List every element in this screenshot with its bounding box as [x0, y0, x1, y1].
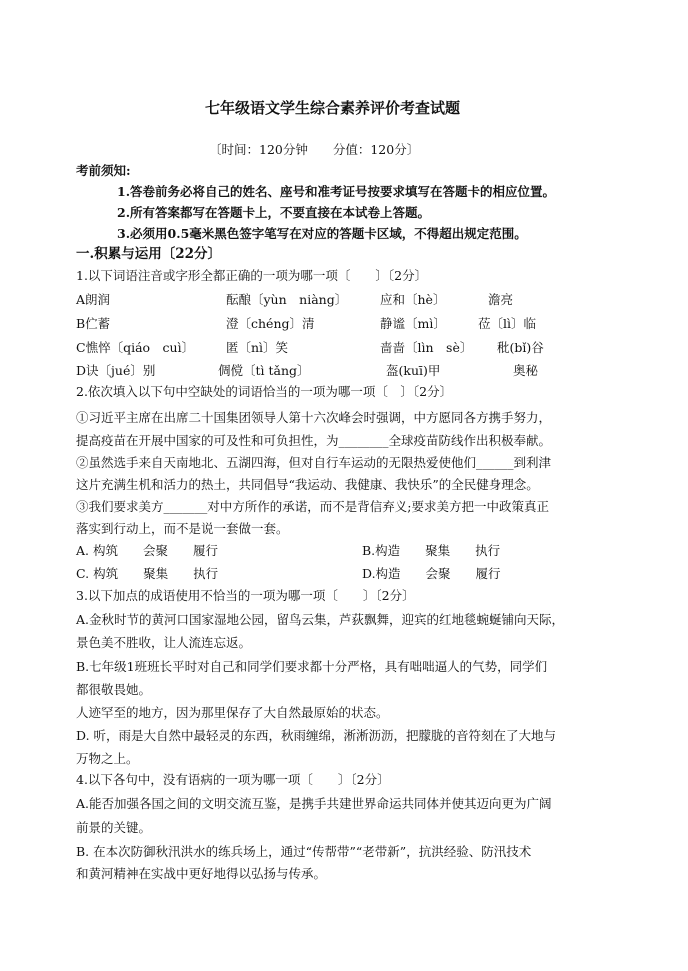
q1-option-cell: B伫蓄 [76, 316, 111, 331]
question-text: 景色美不胜收，让人流连忘返。 [76, 635, 252, 650]
q1-option-cell: C憔悴〔qiáo cuì〕 [76, 340, 195, 355]
q1-option-cell: 莅〔lì〕临 [478, 316, 536, 331]
q2-option: D.构造 会聚 履行 [362, 566, 501, 581]
question-stem: 3.以下加点的成语使用不恰当的一项为哪一项〔 〕〔2分〕 [76, 588, 415, 603]
notice-item: 1.答卷前务必将自己的姓名、座号和准考证号按要求填写在答题卡的相应位置。 [117, 184, 556, 199]
notice-heading: 考前须知: [76, 163, 131, 178]
question-text: 落实到行动上，而不是说一套做一套。 [76, 521, 289, 536]
q1-option-cell: 酝酿〔yùn niàng〕 [226, 292, 348, 307]
q1-option-cell: A朗润 [76, 292, 111, 307]
q2-option: B.构造 聚集 执行 [362, 543, 501, 558]
q1-option-cell: 澄〔chéng〕清 [226, 316, 315, 331]
question-text: ③我们要求美方_______对中方所作的承诺，而不是背信弃义;要求美方把一中政策真正 [76, 499, 549, 514]
question-text: 万物之上。 [76, 751, 139, 766]
question-text: B.七年级1班班长平时对自己和同学们要求都十分严格，具有咄咄逼人的气势，同学们 [76, 659, 548, 674]
q1-option-cell: D诀〔jué〕别 [76, 363, 156, 378]
q1-option-cell: 应和〔hè〕 [380, 292, 446, 307]
section-heading: 一.积累与运用〔22分〕 [76, 246, 221, 262]
exam-title: 七年级语文学生综合素养评价考查试题 [205, 99, 461, 117]
question-text: B. 在本次防御秋汛洪水的练兵场上，通过“传帮带”“老带新”，抗洪经验、防汛技术 [76, 844, 532, 859]
question-text: ②虽然选手来自天南地北、五湖四海，但对自行车运动的无限热爱使他们______到利津 [76, 455, 552, 470]
question-stem: 4.以下各句中，没有语病的一项为哪一项〔 〕〔2分〕 [76, 772, 390, 787]
question-stem: 2.依次填入以下句中空缺处的词语恰当的一项为哪一项〔 〕〔2分〕 [76, 384, 453, 399]
question-text: A.金秋时节的黄河口国家湿地公园，留鸟云集，芦荻飘舞，迎宾的红地毯蜿蜒铺向天际， [76, 612, 565, 627]
question-text: ①习近平主席在出席二十国集团领导人第十六次峰会时强调，中方愿同各方携手努力， [76, 410, 552, 425]
question-stem: 1.以下词语注音或字形全都正确的一项为哪一项〔 〕〔2分〕 [76, 268, 428, 283]
q1-option-cell: 奥秘 [513, 363, 539, 378]
q1-option-cell: 静谧〔mì〕 [380, 316, 446, 331]
q2-option: C. 构筑 聚集 执行 [76, 566, 219, 581]
notice-item: 2.所有答案都写在答题卡上，不要直接在本试卷上答题。 [117, 205, 431, 220]
q1-option-cell: 盔(kuī)甲 [386, 363, 441, 378]
q1-option-cell: 啬啬〔lìn sè〕 [380, 340, 473, 355]
q2-option: A. 构筑 会聚 履行 [76, 543, 218, 558]
q1-option-cell: 澹亮 [488, 292, 514, 307]
question-text: 人迹罕至的地方，因为那里保存了大自然最原始的状态。 [76, 705, 389, 720]
exam-meta: 〔时间：120分钟 分值：120分〕 [209, 142, 420, 157]
question-text: 和黄河精神在实战中更好地得以弘扬与传承。 [76, 866, 327, 881]
question-text: 提高疫苗在开展中国家的可及性和可负担性，为________全球疫苗防线作出积极奉献。 [76, 433, 552, 448]
question-text: 这片充满生机和活力的热土，共同倡导“我运动、我健康、我快乐”的全民健身理念。 [76, 477, 539, 492]
q1-option-cell: 匿〔nì〕笑 [226, 340, 289, 355]
question-text: 都很敬畏她。 [76, 682, 152, 697]
question-text: A.能否加强各国之间的文明交流互鉴，是携手共建世界命运共同体并使其迈向更为广阔 [76, 796, 552, 811]
notice-item: 3.必须用0.5毫米黑色签字笔写在对应的答题卡区域，不得超出规定范围。 [117, 226, 527, 241]
q1-option-cell: 秕(bǐ)谷 [497, 340, 544, 355]
question-text: 前景的关键。 [76, 820, 152, 835]
q1-option-cell: 倜傥〔tì tǎng〕 [218, 363, 310, 378]
question-text: D. 听，雨是大自然中最轻灵的东西，秋雨缠绵，淅淅沥沥，把朦胧的音符刻在了大地与 [76, 728, 557, 743]
